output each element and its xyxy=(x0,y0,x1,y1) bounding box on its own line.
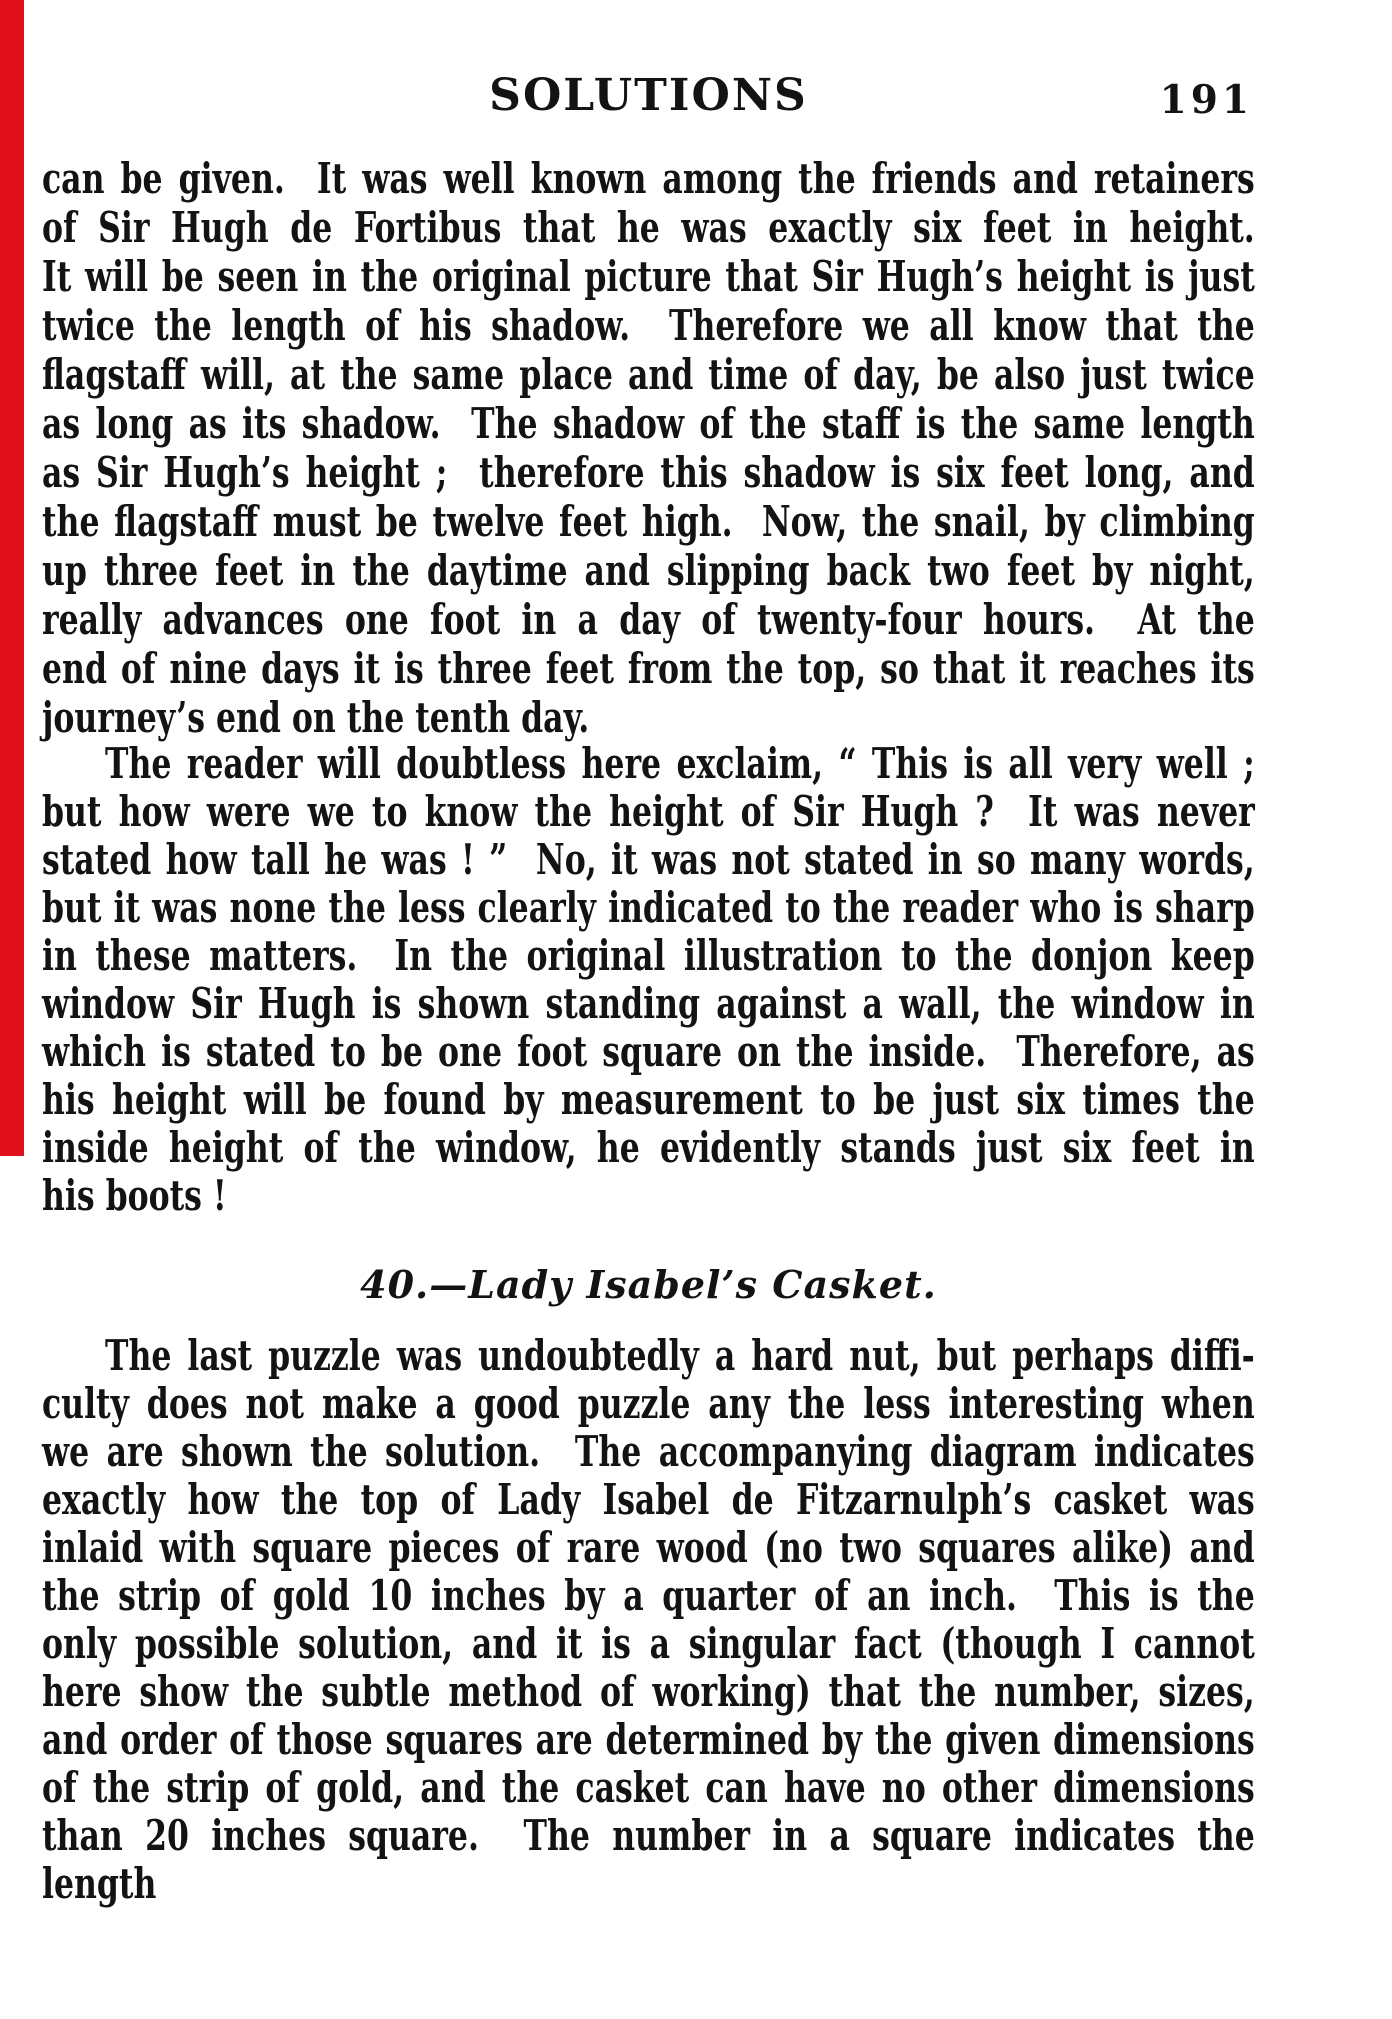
text-line: here show the subtle method of working) that the number, sizes, xyxy=(42,1667,1255,1716)
page-title: SOLUTIONS xyxy=(489,70,808,121)
paragraph-1 xyxy=(42,154,1255,742)
text-line: as long as its shadow. The shadow of the staff is the same length xyxy=(42,399,1255,448)
text-line: exactly how the top of Lady Isabel de Fitzarnulph’s casket was xyxy=(42,1475,1255,1524)
text-line: but it was none the less clearly indicated to the reader who is sharp xyxy=(42,883,1255,932)
text-line: as Sir Hugh’s height ; therefore this shadow is six feet long, and xyxy=(42,448,1255,497)
text-line: than 20 inches square. The number in a square indicates the length xyxy=(42,1811,1255,1908)
text-line: the strip of gold 10 inches by a quarter of an inch. This is the xyxy=(42,1571,1255,1620)
text-line: The last puzzle was undoubtedly a hard nut, but perhaps diffi- xyxy=(105,1331,1255,1380)
section-heading: 40.—Lady Isabel’s Casket. xyxy=(360,1262,937,1307)
text-line: The reader will doubtless here exclaim, “ This is all very well ; xyxy=(105,739,1255,788)
text-line: stated how tall he was ! ” No, it was not stated in so many words, xyxy=(42,835,1255,884)
text-line: window Sir Hugh is shown standing against a wall, the window in xyxy=(42,979,1255,1028)
text-line: which is stated to be one foot square on the inside. Therefore, as xyxy=(42,1027,1255,1076)
text-line: can be given. It was well known among the friends and retainers xyxy=(42,154,1255,203)
paragraph-2 xyxy=(42,740,1255,1220)
text-line: of Sir Hugh de Fortibus that he was exactly six feet in height. xyxy=(42,203,1255,252)
text-line: we are shown the solution. The accompanying diagram indicates xyxy=(42,1427,1255,1476)
text-line: It will be seen in the original picture that Sir Hugh’s height is just xyxy=(42,252,1255,301)
running-head xyxy=(42,70,1255,130)
text-line: inside height of the window, he evidently stands just six feet in xyxy=(42,1123,1255,1172)
text-line: twice the length of his shadow. Therefore we all know that the xyxy=(42,301,1255,350)
paragraph-3 xyxy=(42,1332,1255,1908)
text-line: of the strip of gold, and the casket can have no other dimensions xyxy=(42,1763,1255,1812)
text-line: up three feet in the daytime and slipping back two feet by night, xyxy=(42,546,1255,595)
text-line: really advances one foot in a day of twenty-four hours. At the xyxy=(42,595,1255,644)
text-line: only possible solution, and it is a singular fact (though I cannot xyxy=(42,1619,1255,1668)
text-line: journey’s end on the tenth day. xyxy=(42,693,590,742)
text-line: in these matters. In the original illustration to the donjon keep xyxy=(42,931,1255,980)
scan-edge-red-strip xyxy=(0,0,24,1156)
page-number: 191 xyxy=(1159,77,1253,123)
text-line: his boots ! xyxy=(42,1171,227,1220)
text-line: end of nine days it is three feet from the top, so that it reaches its xyxy=(42,644,1255,693)
text-line: inlaid with square pieces of rare wood (no two squares alike) and xyxy=(42,1523,1255,1572)
text-line: culty does not make a good puzzle any the less interesting when xyxy=(42,1379,1255,1428)
text-line: his height will be found by measurement to be just six times the xyxy=(42,1075,1255,1124)
text-line: the flagstaff must be twelve feet high. Now, the snail, by climbing xyxy=(42,497,1255,546)
text-line: but how were we to know the height of Sir Hugh ? It was never xyxy=(42,787,1255,836)
text-line: flagstaff will, at the same place and time of day, be also just twice xyxy=(42,350,1255,399)
text-line: and order of those squares are determined by the given dimensions xyxy=(42,1715,1255,1764)
